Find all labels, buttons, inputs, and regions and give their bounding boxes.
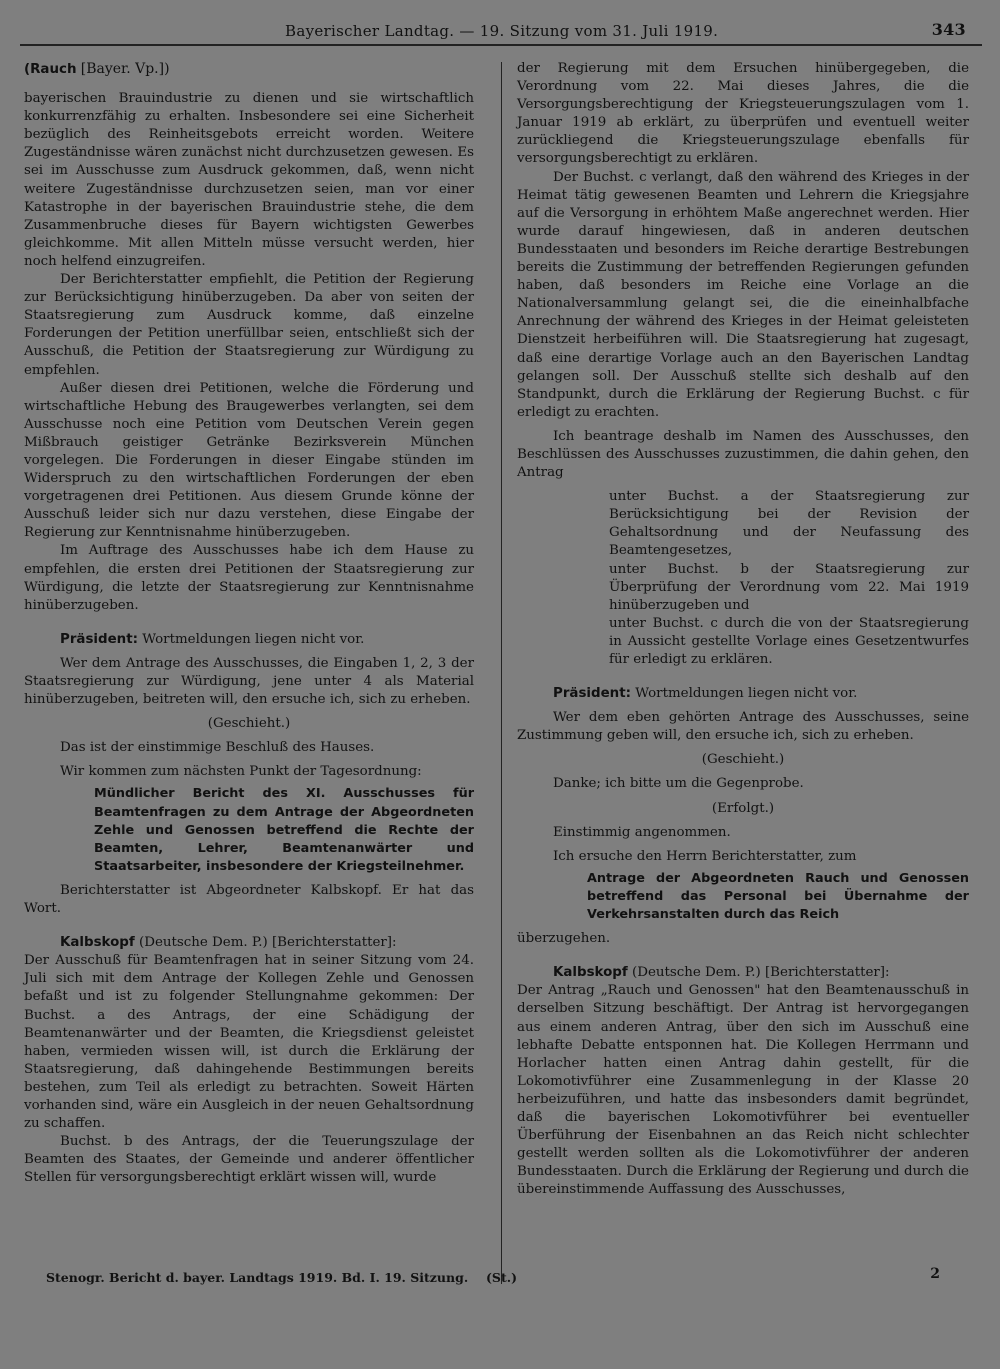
paragraph: bayerischen Brauindustrie zu dienen und sie wirtschaftlich konkurrenzfähig zu erhalten. Insbesondere sei eine Sicherheit bezüglich des Reinheitsgebots erreicht worden. Weitere Zugeständnisse wären zunächst nicht durchzusetzen gewesen. Es sei im Ausschusse zum Ausdruck gekommen, daß, wenn nicht weitere Zugeständnisse durchzusetzen seien, man vor einer Katastrophe in der bayerischen Brauindustrie stehe, die dem Zusammenbruche dieses für Bayern wichtigsten Gewerbes gleichkomme. Mit allen Mitteln müsse versucht werden, hier noch helfend einzugreifen. <box>24 91 474 269</box>
stage-direction: (Geschieht.) <box>207 716 291 732</box>
paragraph: Das ist der einstimmige Beschluß des Hauses. <box>60 740 375 756</box>
right-column <box>517 60 969 1199</box>
resolution-item-a: unter Buchst. a der Staatsregierung zur Berücksichtigung bei der Revision der Gehaltsordnung und der Neufassung des Beamtengesetzes, <box>609 489 969 559</box>
speaker-intro <box>517 964 969 982</box>
resolution-item-c: unter Buchst. c durch die von der Staatsregierung in Aussicht gestellte Vorlage eines Gesetzentwurfes für erledigt zu erklären. <box>609 615 969 667</box>
president-statement <box>24 631 474 649</box>
president-statement <box>517 685 969 703</box>
paragraph: Wer dem eben gehörten Antrage des Ausschusses, seine Zustimmung geben will, den ersuche ich, sich zu erheben. <box>517 710 969 744</box>
footer-mark: (St.) <box>486 1270 517 1285</box>
speaker-party: [Bayer. Vp.]) <box>80 61 170 77</box>
column-divider <box>501 62 502 1284</box>
president-text: Wortmeldungen liegen nicht vor. <box>635 686 858 702</box>
running-title: Bayerischer Landtag. — 19. Sitzung vom 31. Juli 1919. <box>285 22 719 40</box>
paragraph: Buchst. b des Antrags, der die Teuerungszulage der Beamten des Staates, der Gemeinde und anderer öffentlicher Stellen für versorgungsberechtigt erklärt wissen will, wurde <box>24 1134 474 1186</box>
paragraph: Im Auftrage des Ausschusses habe ich dem Hause zu empfehlen, die ersten drei Petitionen der Staatsregierung zur Würdigung, die letzte der Staatsregierung zur Kenntnisnahme hinüberzugeben. <box>24 543 474 613</box>
paragraph: der Regierung mit dem Ersuchen hinübergegeben, die Verordnung vom 22. Mai dieses Jahres, die die Versorgungsberechtigung der Kriegsteuerungszulagen vom 1. Januar 1919 ab erklärt, zu überprüfen und eventuell weiter zurückliegend die Kriegsteuerungszulage ebenfalls für versorgungsberechtigt zu erklären. <box>517 61 969 167</box>
footer-signature: 2 <box>930 1266 940 1282</box>
left-column <box>24 60 474 1187</box>
speaker-name: Kalbskopf <box>553 965 628 981</box>
paragraph: Ich ersuche den Herrn Berichterstatter, zum <box>553 848 857 864</box>
speaker-party: (Deutsche Dem. P.) [Berichterstatter]: <box>631 965 890 981</box>
paragraph: Danke; ich bitte um die Gegenprobe. <box>553 776 804 792</box>
page-header <box>28 20 970 44</box>
paragraph: Der Antrag „Rauch und Genossen" hat den Beamtenausschuß in derselben Sitzung beschäftigt. Der Antrag ist hervorgegangen aus einem anderen Antrag, über den sich im Ausschuß eine lebhafte Debatte entsponnen hat. Die Kollegen Herrmann und Horlacher hatten einen Antrag dahin gestellt, für die Lokomotivführer eine Zusammenlegung in der Klasse 20 herbeizuführen, und hatte das insbesonders damit begründet, daß die bayerischen Lokomotivführer bei eventueller Überführung der Eisenbahnen an das Reich nicht schlechter gestellt werden sollten als die Lokomotivführer der anderen Bundesstaaten. Durch die Erklärung der Regierung und durch die übereinstimmende Auffassung des Ausschusses, <box>517 983 969 1198</box>
resolution-item-b: unter Buchst. b der Staatsregierung zur Überprüfung der Verordnung vom 22. Mai 1919 hinüberzugeben und <box>609 561 969 613</box>
agenda-item-title: Mündlicher Bericht des XI. Ausschusses für Beamtenfragen zu dem Antrage der Abgeordneten Zehle und Genossen betreffend die Rechte der Beamten, Lehrer, Beamtenanwärter und Staatsarbeiter, insbesondere der Kriegsteilnehmer. <box>94 786 474 874</box>
page-footer <box>28 1266 952 1290</box>
president-label: Präsident: <box>60 631 138 647</box>
agenda-item-title: Antrage der Abgeordneten Rauch und Genossen betreffend das Personal bei Übernahme der Verkehrsanstalten durch das Reich <box>587 870 969 923</box>
page-number: 343 <box>931 20 966 39</box>
paragraph: Der Ausschuß für Beamtenfragen hat in seiner Sitzung vom 24. Juli sich mit dem Antrage der Kollegen Zehle und Genossen befaßt und ist zu folgender Stellungnahme gekommen: Der Buchst. a des Antrags, der eine Schädigung der Beamtenanwärter und der Beamten, die Kriegsdienst geleistet haben, vermieden wissen will, ist durch die Erklärung der Staatsregierung, daß dahingehende Bestimmungen bereits bestehen, zum Teil als erledigt zu betrachten. Soweit Härten vorhanden sind, wäre ein Ausgleich in der neuen Gehaltsordnung zu schaffen. <box>24 953 474 1132</box>
president-text: Wortmeldungen liegen nicht vor. <box>142 631 365 647</box>
paragraph: Ich beantrage deshalb im Namen des Ausschusses, den Beschlüssen des Ausschusses zuzustimmen, die dahin gehen, den Antrag <box>517 428 969 481</box>
speaker-intro <box>24 934 474 952</box>
paragraph: Außer diesen drei Petitionen, welche die Förderung und wirtschaftliche Hebung des Braugewerbes verlangten, sei dem Ausschusse noch eine Petition vom Deutschen Verein gegen Mißbrauch geistiger Getränke Bezirksverein München vorgelegen. Die Forderungen in dieser Eingabe stünden im Widerspruch zu den wirtschaftlichen Forderungen der eben vorgetragenen drei Petitionen. Aus diesem Grunde könne der Ausschuß leider sich nur dazu verstehen, diese Eingabe der Regierung zur Kenntnisnahme hinüberzugeben. <box>24 380 474 541</box>
speaker-continuation <box>24 60 474 79</box>
paragraph: Der Buchst. c verlangt, daß den während des Krieges in der Heimat tätig gewesenen Beamten und Lehrern die Kriegsjahre auf die Versorgung in erhöhtem Maße angerechnet werden. Hier wurde darauf hingewiesen, daß in anderen deutschen Bundesstaaten und besonders im Reiche derartige Bestrebungen bereits die Zustimmung der betreffenden Regierungen gefunden haben, daß besonders im Reiche eine Vorlage an die Nationalversammlung gelangt sei, die die eineinhalbfache Anrechnung der während des Krieges in der Heimat geleisteten Dienstzeit herbeiführen will. Die Staatsregierung hat zugesagt, daß eine derartige Vorlage auch an den Bayerischen Landtag gelangen soll. Der Ausschuß stellte sich deshalb auf den Standpunkt, durch die Erklärung der Regierung Buchst. c für erledigt zu erachten. <box>517 169 969 420</box>
speaker-party: (Deutsche Dem. P.) [Berichterstatter]: <box>138 935 397 951</box>
paragraph: Wir kommen zum nächsten Punkt der Tagesordnung: <box>60 764 422 780</box>
paragraph: Einstimmig angenommen. <box>553 824 731 840</box>
paragraph: Wer dem Antrage des Ausschusses, die Eingaben 1, 2, 3 der Staatsregierung zur Würdigung, jene unter 4 als Material hinüberzugeben, beitreten will, den ersuche ich, sich zu erheben. <box>24 655 474 708</box>
speaker-name: Kalbskopf <box>60 935 135 951</box>
president-label: Präsident: <box>553 686 631 702</box>
footer-citation: Stenogr. Bericht d. bayer. Landtags 1919. Bd. I. 19. Sitzung. <box>46 1270 469 1285</box>
paragraph: Der Berichterstatter empfiehlt, die Petition der Regierung zur Berücksichtigung hinüberzugeben. Da aber von seiten der Staatsregierung zum Ausdruck komme, daß einzelne Forderungen der Petition unerfüllbar seien, entschließt sich der Ausschuß, die Petition der Staatsregierung zur Würdigung zu empfehlen. <box>24 272 474 378</box>
stage-direction: (Erfolgt.) <box>711 800 775 816</box>
header-rule <box>20 44 982 46</box>
paragraph: Berichterstatter ist Abgeordneter Kalbskopf. Er hat das Wort. <box>24 882 474 917</box>
speaker-name: (Rauch <box>24 62 77 77</box>
paragraph: überzugehen. <box>517 931 611 947</box>
stage-direction: (Geschieht.) <box>701 752 785 768</box>
